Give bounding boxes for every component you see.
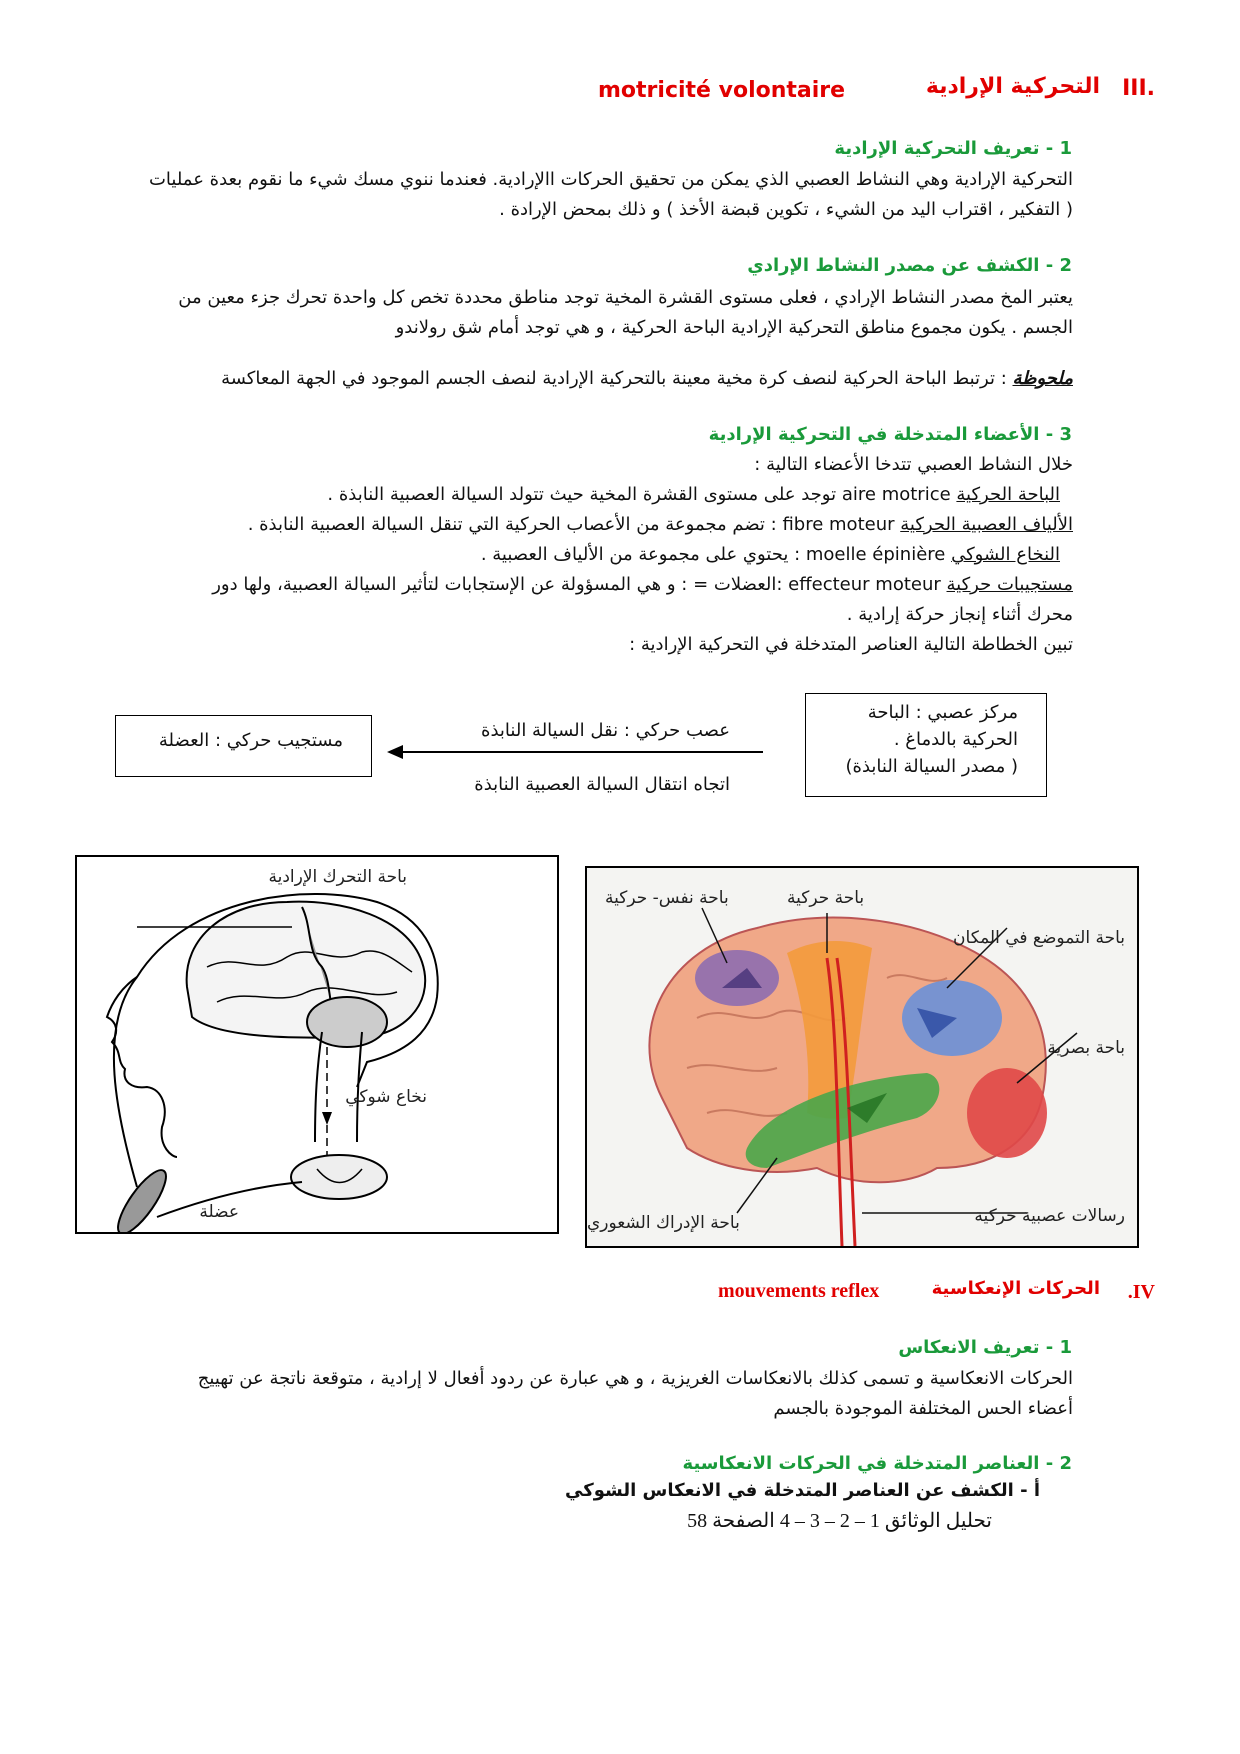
part3-intro: خلال النشاط العصبي تتدخا الأعضاء التالية : [754,454,1073,475]
section4-title-fr: mouvements reflex [718,1280,880,1302]
organ-fr: aire motrice [841,484,951,505]
part4-2-sub-a: أ - الكشف عن العناصر المتدخلة في الانعكاس الشوكي [565,1480,1040,1501]
label-muscle: عضلة [199,1202,239,1222]
label-psychomotor-area: باحة نفس- حركية [605,888,729,908]
part4-1-line2: أعضاء الحس المختلفة الموجودة بالجسم [773,1398,1073,1419]
center-line1: مركز عصبي : الباحة [867,702,1018,723]
label-motor-messages: رسالات عصبية حركية [974,1206,1125,1226]
center-line2: الحركية بالدماغ . [893,729,1018,750]
label-motor-area: باحة حركية [787,888,865,908]
section4-title-ar: الحركات الإنعكاسية [931,1278,1100,1299]
organ-fr: moelle épinière [805,544,946,565]
section-title-ar: التحركية الإرادية [925,74,1100,99]
organ-desc: : و هي المسؤولة عن الإستجابات لتأثير السيالة العصبية، ولها دور [212,574,688,595]
part4-2-analysis: تحليل الوثائق 1 – 2 – 3 – 4 الصفحة 58 [687,1510,992,1532]
part1-heading: 1 - تعريف التحركية الإرادية [834,138,1072,159]
scheme-effector-box [115,715,372,777]
note-text: : ترتبط الباحة الحركية لنصف كرة مخية معينة بالتحركية الإرادية لنصف الجسم الموجود في الجهة المعاكسة [221,368,1007,389]
organ-item-cont: محرك أثناء إنجاز حركة إرادية . [846,604,1073,625]
section-number: III. [1122,76,1155,101]
nerve-label: عصب حركي : نقل السيالة النابذة [481,720,730,741]
part4-1-heading: 1 - تعريف الانعكاس [898,1337,1072,1358]
organ-item [113,509,1073,540]
label-visual-area: باحة بصرية [1047,1038,1125,1058]
scheme-intro: تبين الخطاطة التالية العناصر المتدخلة في التحركية الإرادية : [629,634,1073,655]
direction-label: اتجاه انتقال السيالة العصبية النابذة [474,774,730,795]
part2-line2: الجسم . يكون مجموع مناطق التحركية الإرادية الباحة الحركية ، و هي توجد أمام شق رولاندو [395,317,1073,338]
organ-desc: توجد على مستوى القشرة المخية حيث تتولد السيالة العصبية النابذة . [327,484,837,505]
organ-fr: = العضلات: effecteur moteur [693,574,941,595]
part1-line1: التحركية الإرادية وهي النشاط العصبي الذي يمكن من تحقيق الحركات االإرادية. فعندما ننوي مسك شيء ما نقوم بعدة عمليات [148,169,1073,190]
organ-term: الألياف العصبية الحركية [900,514,1073,535]
part1-line2: ( التفكير ، اقتراب اليد من الشيء ، تكوين قبضة الأخذ ) و ذلك بمحض الإرادة . [499,199,1073,220]
part4-1-line1: الحركات الانعكاسية و تسمى كذلك بالانعكاسات الغريزية ، و هي عبارة عن ردود أفعال لا إرادية ، متوقعة ناتجة عن تهييج [197,1368,1073,1389]
organ-term: الباحة الحركية [956,484,1060,505]
scheme-center-box [805,693,1047,797]
part4-2-heading: 2 - العناصر المتدخلة في الحركات الانعكاسية [682,1453,1072,1474]
part2-heading: 2 - الكشف عن مصدر النشاط الإرادي [747,255,1072,276]
organ-fr: fibre moteur [782,514,895,535]
organ-desc: : تضم مجموعة من الأعصاب الحركية التي تنقل السيالة العصبية النابذة . [247,514,777,535]
organ-item [100,539,1060,570]
part3-heading: 3 - الأعضاء المتدخلة في التحركية الإرادية [708,424,1072,445]
nervous-pathway-drawing [77,857,557,1232]
section-title-fr: motricité volontaire [598,78,846,103]
organ-desc: : يحتوي على مجموعة من الألياف العصبية . [480,544,801,565]
part2-note [73,363,1073,394]
figure-brain-areas [585,866,1139,1248]
figure-nervous-pathway [75,855,559,1234]
center-line3: ( مصدر السيالة النابذة) [845,756,1018,777]
arrow-left-icon [385,742,765,762]
label-spatial-area: باحة التموضع في المكان [953,928,1125,948]
label-spinal-cord: نخاع شوكي [345,1087,427,1107]
organ-item [3,569,1073,600]
organ-item [100,479,1060,510]
label-conscious-area: باحة الإدراك الشعوري [587,1213,740,1233]
organ-term: مستجيبات حركية [946,574,1073,595]
part2-line1: يعتبر المخ مصدر النشاط الإرادي ، فعلى مستوى القشرة المخية توجد مناطق محددة تخص كل واحدة تحرك جزء معين من [178,287,1073,308]
note-label: ملحوظة [1012,368,1073,389]
organ-term: النخاع الشوكي [951,544,1060,565]
section4-number: .IV [1127,1281,1155,1303]
label-motor-area: باحة التحرك الإرادية [268,867,407,887]
effector-label: مستجيب حركي : العضلة [158,730,343,751]
